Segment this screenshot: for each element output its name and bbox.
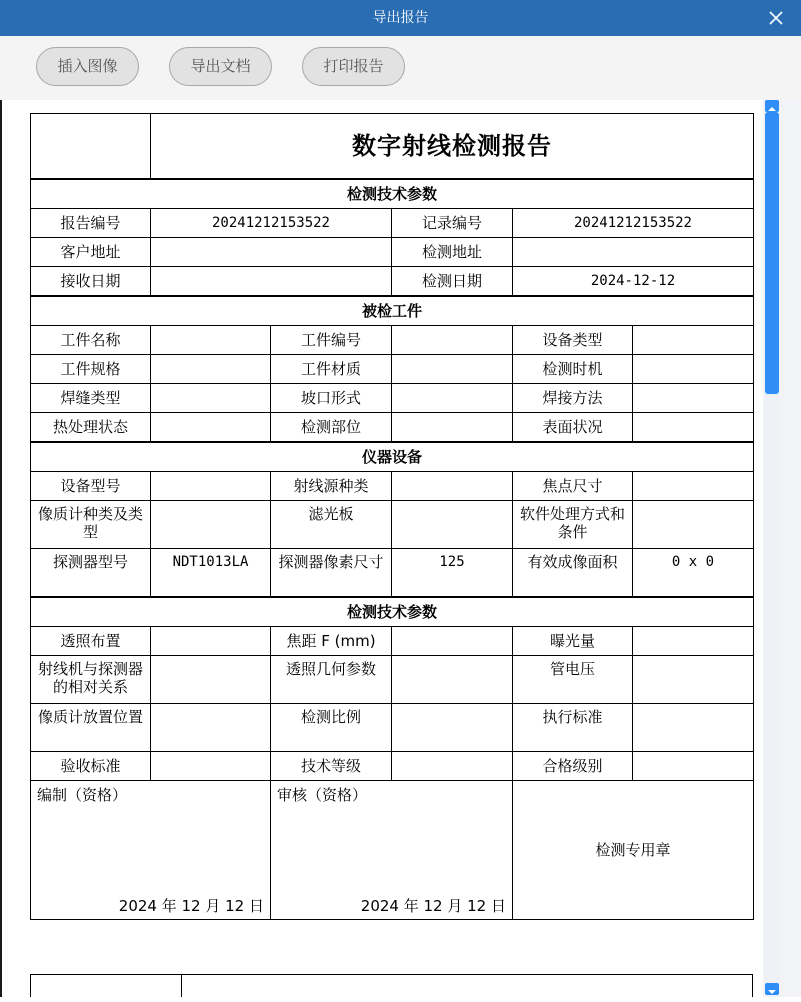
welding-method-value[interactable]: [633, 384, 754, 413]
window-title: 导出报告: [372, 10, 429, 26]
iqi-position-label: 像质计放置位置: [31, 704, 151, 752]
scroll-up-arrow[interactable]: [765, 100, 779, 112]
pixel-size-label: 探测器像素尺寸: [271, 549, 392, 597]
source-type-value[interactable]: [392, 472, 513, 501]
software-value[interactable]: [633, 501, 754, 549]
prepared-label: 编制（资格）: [37, 786, 128, 804]
workpiece-material-label: 工件材质: [271, 355, 392, 384]
filter-value[interactable]: [392, 501, 513, 549]
geometry-value[interactable]: [392, 656, 513, 704]
receive-date-value[interactable]: [151, 267, 392, 296]
software-label: 软件处理方式和条件: [513, 501, 633, 549]
section-workpiece: 被检工件: [31, 296, 754, 326]
prepared-date: 2024 年 12 月 12 日: [118, 897, 264, 915]
exposure-value[interactable]: [633, 627, 754, 656]
close-icon[interactable]: [767, 9, 785, 27]
heat-treatment-value[interactable]: [151, 413, 271, 442]
chevron-down-icon: [765, 986, 779, 998]
groove-label: 坡口形式: [271, 384, 392, 413]
section-tech-params-2: 检测技术参数: [31, 597, 754, 627]
tube-voltage-label: 管电压: [513, 656, 633, 704]
test-address-label: 检测地址: [392, 238, 513, 267]
focal-spot-value[interactable]: [633, 472, 754, 501]
iqi-type-value[interactable]: [151, 501, 271, 549]
focal-spot-label: 焦点尺寸: [513, 472, 633, 501]
stamp-label: 检测专用章: [595, 841, 671, 859]
scrollbar-thumb[interactable]: [765, 112, 779, 394]
receive-date-label: 接收日期: [31, 267, 151, 296]
iqi-position-value[interactable]: [151, 704, 271, 752]
welding-method-label: 焊接方法: [513, 384, 633, 413]
reviewed-date: 2024 年 12 月 12 日: [360, 897, 506, 915]
report-no-value[interactable]: 20241212153522: [151, 209, 392, 238]
section-tech-params: 检测技术参数: [31, 179, 754, 209]
iqi-type-label: 像质计种类及类型: [31, 501, 151, 549]
test-part-value[interactable]: [392, 413, 513, 442]
surface-label: 表面状况: [513, 413, 633, 442]
report-no-label: 报告编号: [31, 209, 151, 238]
standard-label: 执行标准: [513, 704, 633, 752]
weld-type-value[interactable]: [151, 384, 271, 413]
prepared-signature-cell[interactable]: [31, 781, 271, 920]
test-date-value[interactable]: 2024-12-12: [513, 267, 754, 296]
weld-type-label: 焊缝类型: [31, 384, 151, 413]
reviewed-signature-cell[interactable]: [271, 781, 513, 920]
grade-label: 合格级别: [513, 752, 633, 781]
workpiece-spec-label: 工件规格: [31, 355, 151, 384]
scroll-down-arrow[interactable]: [765, 983, 779, 995]
report-preview: [2, 100, 763, 997]
tube-voltage-value[interactable]: [633, 656, 754, 704]
focal-distance-label: 焦距 F (mm): [271, 627, 392, 656]
record-no-label: 记录编号: [392, 209, 513, 238]
pixel-size-value[interactable]: 125: [392, 549, 513, 597]
report-title: 数字射线检测报告: [151, 114, 754, 179]
reviewed-label: 审核（资格）: [277, 786, 368, 804]
tech-level-value[interactable]: [392, 752, 513, 781]
imaging-area-value[interactable]: 0 x 0: [633, 549, 754, 597]
acceptance-value[interactable]: [151, 752, 271, 781]
test-timing-label: 检测时机: [513, 355, 633, 384]
workpiece-number-value[interactable]: [392, 326, 513, 355]
test-date-label: 检测日期: [392, 267, 513, 296]
print-report-button[interactable]: 打印报告: [302, 47, 405, 86]
logo-cell: [31, 114, 151, 179]
workpiece-name-value[interactable]: [151, 326, 271, 355]
layout-value[interactable]: [151, 627, 271, 656]
surface-value[interactable]: [633, 413, 754, 442]
insert-image-button[interactable]: 插入图像: [36, 47, 139, 86]
stamp-cell: [513, 781, 754, 920]
test-timing-value[interactable]: [633, 355, 754, 384]
tech-level-label: 技术等级: [271, 752, 392, 781]
workpiece-spec-value[interactable]: [151, 355, 271, 384]
client-address-value[interactable]: [151, 238, 392, 267]
device-model-value[interactable]: [151, 472, 271, 501]
geometry-label: 透照几何参数: [271, 656, 392, 704]
imaging-area-label: 有效成像面积: [513, 549, 633, 597]
record-no-value[interactable]: 20241212153522: [513, 209, 754, 238]
client-address-label: 客户地址: [31, 238, 151, 267]
grade-value[interactable]: [633, 752, 754, 781]
window-titlebar: [0, 0, 801, 36]
standard-value[interactable]: [633, 704, 754, 752]
vertical-scrollbar[interactable]: [763, 100, 801, 997]
relation-value[interactable]: [151, 656, 271, 704]
test-address-value[interactable]: [513, 238, 754, 267]
equipment-type-value[interactable]: [633, 326, 754, 355]
relation-label: 射线机与探测器的相对关系: [31, 656, 151, 704]
detector-model-value[interactable]: NDT1013LA: [151, 549, 271, 597]
next-page-table: [30, 974, 753, 997]
next-page-divider: [181, 975, 182, 997]
workpiece-number-label: 工件编号: [271, 326, 392, 355]
layout-label: 透照布置: [31, 627, 151, 656]
groove-value[interactable]: [392, 384, 513, 413]
exposure-label: 曝光量: [513, 627, 633, 656]
detector-model-label: 探测器型号: [31, 549, 151, 597]
workpiece-name-label: 工件名称: [31, 326, 151, 355]
ratio-label: 检测比例: [271, 704, 392, 752]
workpiece-material-value[interactable]: [392, 355, 513, 384]
source-type-label: 射线源种类: [271, 472, 392, 501]
focal-distance-value[interactable]: [392, 627, 513, 656]
export-document-button[interactable]: 导出文档: [169, 47, 272, 86]
acceptance-label: 验收标准: [31, 752, 151, 781]
toolbar: [0, 36, 801, 100]
ratio-value[interactable]: [392, 704, 513, 752]
heat-treatment-label: 热处理状态: [31, 413, 151, 442]
section-instrument: 仪器设备: [31, 442, 754, 472]
filter-label: 滤光板: [271, 501, 392, 549]
equipment-type-label: 设备类型: [513, 326, 633, 355]
test-part-label: 检测部位: [271, 413, 392, 442]
device-model-label: 设备型号: [31, 472, 151, 501]
report-table: [30, 113, 754, 920]
